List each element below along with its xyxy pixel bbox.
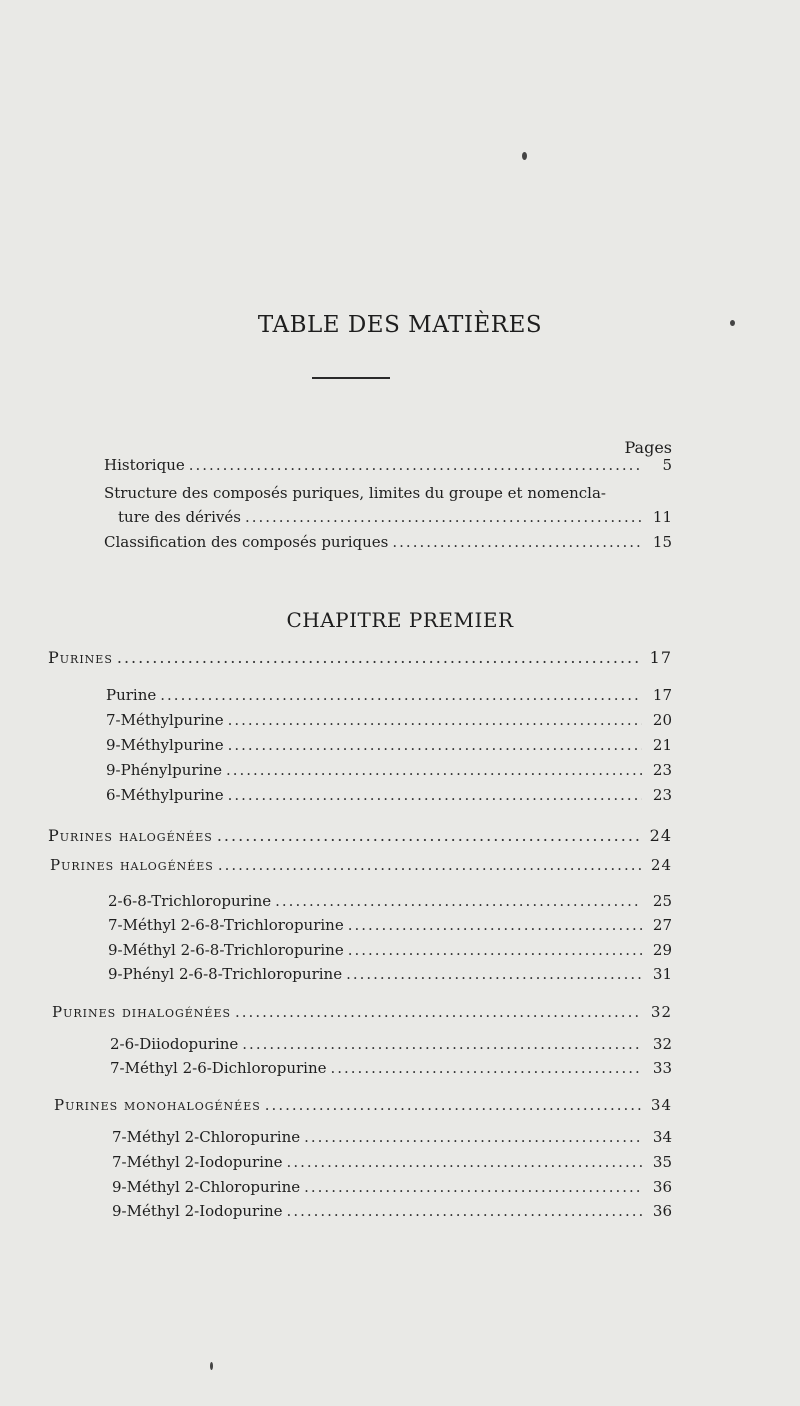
toc-entry-label: 7-Méthylpurine [106,711,224,729]
toc-entry-page: 24 [649,826,672,845]
toc-entry-page: 29 [652,941,672,959]
toc-entry-page: 34 [652,1128,672,1146]
toc-entry-page: 17 [652,686,672,704]
toc-section-label: Purines dihalogénées [52,1003,232,1021]
toc-entry-page: 17 [649,648,672,667]
toc-section [52,1003,672,1021]
leader-dots [160,686,642,704]
toc-entry-label: 7-Méthyl 2-Chloropurine [112,1128,301,1146]
toc-entry-label: Purine [106,686,157,704]
toc-entry-label: 9-Phénylpurine [106,761,222,779]
toc-entry [106,761,672,779]
toc-entry-label: Structure des composés puriques, limites du groupe et nomencla- [104,484,606,502]
toc-entry [106,786,672,804]
toc-entry-page: 15 [652,533,672,551]
toc-entry-page: 24 [650,856,672,874]
toc-entry [108,965,672,983]
leader-dots [117,648,642,667]
leader-dots [228,711,642,729]
leader-dots [189,456,642,474]
toc-section-label: Purines [48,648,113,667]
toc-section-label: Purines halogénées [48,826,213,845]
toc-entry-label: 9-Méthylpurine [106,736,224,754]
toc-entry-page: 34 [650,1096,672,1114]
toc-entry [112,1153,672,1171]
toc-entry-page: 5 [662,456,672,474]
toc-entry-page: 20 [652,711,672,729]
toc-section-label: Purines halogénées [50,856,214,874]
toc-entry-label: Classification des composés puriques [104,533,389,551]
toc-entry-label: 7-Méthyl 2-6-8-Trichloropurine [108,916,344,934]
toc-entry-page: 35 [652,1153,672,1171]
toc-entry [108,892,672,910]
chapter-heading: CHAPITRE PREMIER [286,608,514,632]
toc-entry [108,916,672,934]
leader-dots [228,786,642,804]
leader-dots [392,533,642,551]
leader-dots [348,941,642,959]
toc-entry-label: 2-6-8-Trichloropurine [108,892,272,910]
toc-entry-label: 2-6-Diiodopurine [110,1035,239,1053]
toc-entry [110,1035,672,1053]
toc-section-label: Purines monohalogénées [54,1096,261,1114]
toc-entry-label-continued: ture des dérivés [118,508,241,526]
toc-entry-page: 25 [652,892,672,910]
toc-section [48,648,672,667]
leader-dots [304,1128,642,1146]
leader-dots [304,1178,642,1196]
leader-dots [346,965,642,983]
leader-dots [287,1153,642,1171]
toc-entry-page: 36 [652,1202,672,1220]
leader-dots [265,1096,642,1114]
toc-entry-label: 9-Phényl 2-6-8-Trichloropurine [108,965,343,983]
toc-entry-page: 23 [652,786,672,804]
toc-entry [106,686,672,704]
toc-entry [106,711,672,729]
leader-dots [245,508,642,526]
toc-entry-label: 9-Méthyl 2-6-8-Trichloropurine [108,941,344,959]
toc-section [54,1096,672,1114]
toc-entry-page: 32 [650,1003,672,1021]
toc-entry-page: 27 [652,916,672,934]
toc-entry-page: 36 [652,1178,672,1196]
toc-entry [112,1178,672,1196]
page-title: TABLE DES MATIÈRES [257,312,543,338]
toc-entry-label: Historique [104,456,185,474]
leader-dots [217,826,642,845]
toc-entry-page: 32 [652,1035,672,1053]
toc-entry [104,456,672,474]
toc-entry-page: 21 [652,736,672,754]
title-rule [312,377,390,379]
toc-entry-page: 11 [652,508,672,526]
leader-dots [287,1202,642,1220]
toc-section [48,826,672,845]
leader-dots [348,916,642,934]
toc-entry-label: 7-Méthyl 2-Iodopurine [112,1153,283,1171]
toc-entry-label: 9-Méthyl 2-Chloropurine [112,1178,301,1196]
pages-column-header: Pages [624,438,672,457]
scan-speck [522,152,527,160]
leader-dots [218,856,642,874]
leader-dots [226,761,642,779]
scan-speck [210,1362,213,1370]
leader-dots [242,1035,642,1053]
scan-speck [730,320,735,326]
toc-entry [118,508,672,526]
toc-entry [112,1128,672,1146]
toc-entry [110,1059,672,1077]
leader-dots [330,1059,642,1077]
leader-dots [275,892,642,910]
toc-entry-page: 23 [652,761,672,779]
toc-entry [108,941,672,959]
toc-entry [106,736,672,754]
leader-dots [228,736,642,754]
toc-entry [104,533,672,551]
toc-section [50,856,672,874]
toc-entry-page: 33 [652,1059,672,1077]
toc-entry-label: 9-Méthyl 2-Iodopurine [112,1202,283,1220]
toc-entry-label: 7-Méthyl 2-6-Dichloropurine [110,1059,327,1077]
leader-dots [235,1003,642,1021]
toc-entry-page: 31 [652,965,672,983]
toc-entry-label: 6-Méthylpurine [106,786,224,804]
toc-entry [112,1202,672,1220]
